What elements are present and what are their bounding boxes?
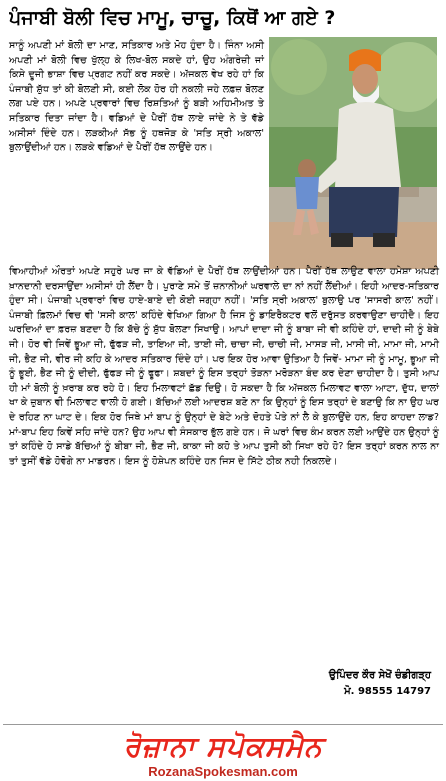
article-clipping (3, 3, 441, 725)
author-name: ਉਪਿੰਦਰ ਕੌਰ ਸੇਖੋਂ ਚੰਡੀਗੜ੍ਹ (328, 670, 431, 681)
article-paragraph-2: ਵਿਆਹੀਆਂ ਔਰਤਾਂ ਅਪਣੇ ਸਹੁਰੇ ਘਰ ਜਾ ਕੇ ਵੱਡਿਆਂ ਦੇ ਪੈਰੀਂ ਹੱਥ ਲਾਉਂਦੀਆਂ ਹਨ। ਪੈਰੀਂ ਹੱਥ ਲਾਉਣ ਵਾਲਾ ਹਮੇਸ਼ਾ ਅਪਣੀ ਖ਼ਾਨਦਾਨੀ ਦਰਸਾਉਂਦਾ ਅਸੀਸਾਂ ਹੀ ਲੈਂਦਾ ਹੈ। ਪੁਰਾਣੇ ਸਮੇ ਤੋਂ ਜ਼ਨਾਨੀਆਂ ਘਰਵਾਲੇ ਦਾ ਨਾਂ ਨਹੀਂ ਲੈਂਦੀਆਂ। ਇਹੀ ਆਦਰ-ਸਤਿਕਾਰ ਹੁੰਦਾ ਸੀ। ਪੰਜਾਬੀ ਪ੍ਰਵਾਰਾਂ ਵਿਚ ਹਾਏ-ਬਾਏ ਦੀ ਕੋਈ ਜਗ੍ਹਾ ਨਹੀਂ। 'ਸਤਿ ਸ੍ਰੀ ਅਕਾਲ' ਬੁਲਾਉ ਪਰ 'ਸਾਸਰੀ ਕਾਲ' ਨਹੀਂ। ਪੰਜਾਬੀ ਫ਼ਿਲਮਾਂ ਵਿਚ ਵੀ 'ਸਸੀ ਕਾਲ' ਕਹਿੰਦੇ ਵੇਖਿਆ ਗਿਆ ਹੈ ਜਿਸ ਨੂੰ ਡਾਇਰੈਕਟਰ ਵਲੋਂ ਦਰੁੱਸਤ ਕਰਵਾਉਣਾ ਚਾਹੀਦੈ। ਇਹ ਘਰਦਿਆਂ ਦਾ ਫ਼ਰਜ਼ ਬਣਦਾ ਹੈ ਕਿ ਬੱਚੇ ਨੂੰ ਸ਼ੁੱਧ ਬੋਲਣਾ ਸਿਖਾਉ। ਆਪਾਂ ਦਾਦਾ ਜੀ ਨੂੰ ਬਾਬਾ ਜੀ ਵੀ ਕਹਿੰਦੇ ਹਾਂ, ਦਾਦੀ ਜੀ ਨੂੰ ਬੇਬੇ ਜੀ। ਹੋਰ ਵੀ ਜਿਵੇਂ ਭੂਆ ਜੀ, ਫੁੱਫੜ ਜੀ, ਤਾਇਆ ਜੀ, ਤਾਈ ਜੀ, ਚਾਚਾ ਜੀ, ਚਾਚੀ ਜੀ, ਮਾਸੜ ਜੀ, ਮਾਸੀ ਜੀ, ਮਾਮਾ ਜੀ, ਮਾਮੀ ਜੀ, ਭੈਣ ਜੀ, ਵੀਰ ਜੀ ਕਹਿ ਕੇ ਆਦਰ ਸਤਿਕਾਰ ਦਿੰਦੇ ਹਾਂ। ਪਰ ਇਕ ਹੋਰ ਆਵਾ ਉਤਿਆ ਹੈ ਜਿਵੇਂ- ਮਾਮਾ ਜੀ ਨੂੰ ਮਾਮੂ, ਭੂਆ ਜੀ ਨੂੰ ਭੂਈ, ਭੈਣ ਜੀ ਨੂੰ ਦੀਦੀ, ਫੁੱਫੜ ਜੀ ਨੂੰ ਫੂਫਾ। ਸ਼ਬਦਾਂ ਨੂੰ ਇਸ ਤਰ੍ਹਾਂ ਤੋੜਨਾ ਮਰੋੜਨਾ ਬੰਦ ਕਰ ਦੇਣਾ ਚਾਹੀਦਾ ਹੈ। ਤੁਸੀ ਆਪ ਹੀ ਮਾਂ ਬੋਲੀ ਨੂੰ ਖ਼ਰਾਬ ਕਰ ਰਹੇ ਹੋ। ਇਹ ਮਿਲਾਵਟਾਂ ਛੱਡ ਦਿਉ। ਹੋ ਸਕਦਾ ਹੈ ਕਿ ਅੱਜਕਲ ਮਿਲਾਵਟ ਵਾਲਾ ਆਟਾ, ਦੁੱਧ, ਦਾਲਾਂ ਖਾ ਕੇ ਜ਼ੁਬਾਨ ਵੀ ਮਿਲਾਵਟ ਵਾਲੀ ਹੋ ਗਈ। ਬੱਚਿਆਂ ਲਈ ਆਦਰਸ਼ ਬਣੋ ਨਾ ਕਿ ਉਨ੍ਹਾਂ ਨੂੰ ਇਸ ਤਰ੍ਹਾਂ ਦੇ ਬਣਾਉ ਕਿ ਨਾ ਉਹ ਘਰ ਦੇ ਰਹਿਣ ਨਾ ਘਾਟ ਦੇ। ਇਕ ਹੋਰ ਜਿਥੇ ਮਾਂ ਬਾਪ ਨੂੰ ਉਨ੍ਹਾਂ ਦੇ ਬੇਟੇ ਅਤੇ ਦੋਹਤੇ ਪੋਤੇ ਨਾਂ ਲੈ ਕੇ ਬੁਲਾਉਂਦੇ ਹਨ, ਇਹ ਕਾਹਦਾ ਲਾਡ? ਮਾਂ-ਬਾਪ ਇਹ ਕਿਵੇਂ ਸਹਿ ਜਾਂਦੇ ਹਨ? ਉਹ ਆਪ ਵੀ ਸੰਸਕਾਰ ਭੁੱਲ ਗਏ ਹਨ। ਜੋ ਘਰਾਂ ਵਿਚ ਕੰਮ ਕਰਨ ਲਈ ਆਉਂਦੇ ਹਨ ਉਨ੍ਹਾਂ ਨੂੰ ਤਾਂ ਕਹਿੰਦੇ ਹੋ ਸਾਡੇ ਬੱਚਿਆਂ ਨੂੰ ਬੀਬਾ ਜੀ, ਭੈਣ ਜੀ, ਕਾਕਾ ਜੀ ਕਹੋ ਤੇ ਆਪ ਤੁਸੀ ਕੀ ਸਿਖਾ ਰਹੇ ਹੋ? ਇਸ ਤਰ੍ਹਾਂ ਕਰਨ ਨਾਲ ਨਾ ਤਾਂ ਤੁਸੀਂ ਵੱਡੇ ਹੋਵੋਗੇ ਨਾ ਮਾਡਰਨ। ਇਸ ਨੂੰ ਹੋਸ਼ੇਪਨ ਕਹਿੰਦੇ ਹਨ ਜਿਸ ਦੇ ਸਿੱਟੇ ਠੀਕ ਨਹੀ ਨਿਕਲਦੇ। (9, 266, 439, 467)
article-main-column (9, 265, 439, 469)
article-paragraph-1: ਸਾਨੂੰ ਅਪਣੀ ਮਾਂ ਬੋਲੀ ਦਾ ਮਾਣ, ਸਤਿਕਾਰ ਅਤੇ ਮੋਹ ਹੁੰਦਾ ਹੈ। ਜਿੰਨਾ ਅਸੀ ਅਪਣੀ ਮਾਂ ਬੋਲੀ ਵਿਚ ਖੁੱਲ੍ਹ ਕੇ ਲਿਖ-ਬੋਲ ਸਕਦੇ ਹਾਂ, ਉਹ ਅੰਗਰੇਜ਼ੀ ਜਾਂ ਕਿਸੇ ਦੂਜੀ ਭਾਸ਼ਾ ਵਿਚ ਪ੍ਰਗਟ ਨਹੀਂ ਕਰ ਸਕਦੇ। ਅੱਜਕਲ ਵੇਖ ਰਹੇ ਹਾਂ ਕਿ ਪੰਜਾਬੀ ਸ਼ੁੱਧ ਤਾਂ ਕੀ ਬੋਲਣੀ ਸੀ, ਕਈ ਲੋਕ ਹੋਰ ਹੀ ਨਕਲੀ ਜਹੇ ਲਫ਼ਜ਼ ਬੋਲਣ ਲਗ ਪਏ ਹਨ। ਅਪਣੇ ਪ੍ਰਵਾਰਾਂ ਵਿਚ ਰਿਸ਼ਤਿਆਂ ਨੂੰ ਬੜੀ ਅਹਿਮੀਅਤ ਤੇ ਸਤਿਕਾਰ ਦਿਤਾ ਜਾਂਦਾ ਹੈ। ਵਡਿਆਂ ਦੇ ਪੈਰੀਂ ਹੱਥ ਲਾਏ ਜਾਂਦੇ ਨੇ ਤੇ ਵੱਡੇ ਅਸੀਸਾਂ ਦਿੰਦੇ ਹਨ। ਲੜਕੀਆਂ ਸੱਭ ਨੂੰ ਹਥਜੋੜ ਕੇ 'ਸਤਿ ਸ੍ਰੀ ਅਕਾਲ' ਬੁਲਾਉਂਦੀਆਂ ਹਨ। ਲੜਕੇ ਵਡਿਆਂ ਦੇ ਪੈਰੀਂ ਹੱਥ ਲਾਉਂਦੇ ਹਨ। (9, 40, 264, 154)
newspaper-url[interactable]: RozanaSpokesman.com (148, 764, 298, 779)
sikh-man-with-child-photo (269, 37, 437, 269)
author-signature (329, 668, 431, 700)
author-phone: ਮੋ. 98555 14797 (344, 686, 431, 697)
newspaper-masthead (0, 726, 446, 781)
article-headline: ਪੰਜਾਬੀ ਬੋਲੀ ਵਿਚ ਮਾਮੂ, ਚਾਚੂ, ਕਿਥੋਂ ਆ ਗਏ ? (9, 7, 336, 29)
newspaper-logo: ਰੋਜ਼ਾਨਾ ਸਪੋਕਸਮੈਨ (123, 730, 323, 763)
article-intro-column (9, 39, 264, 156)
divider (3, 724, 443, 725)
article-photo (269, 37, 437, 269)
